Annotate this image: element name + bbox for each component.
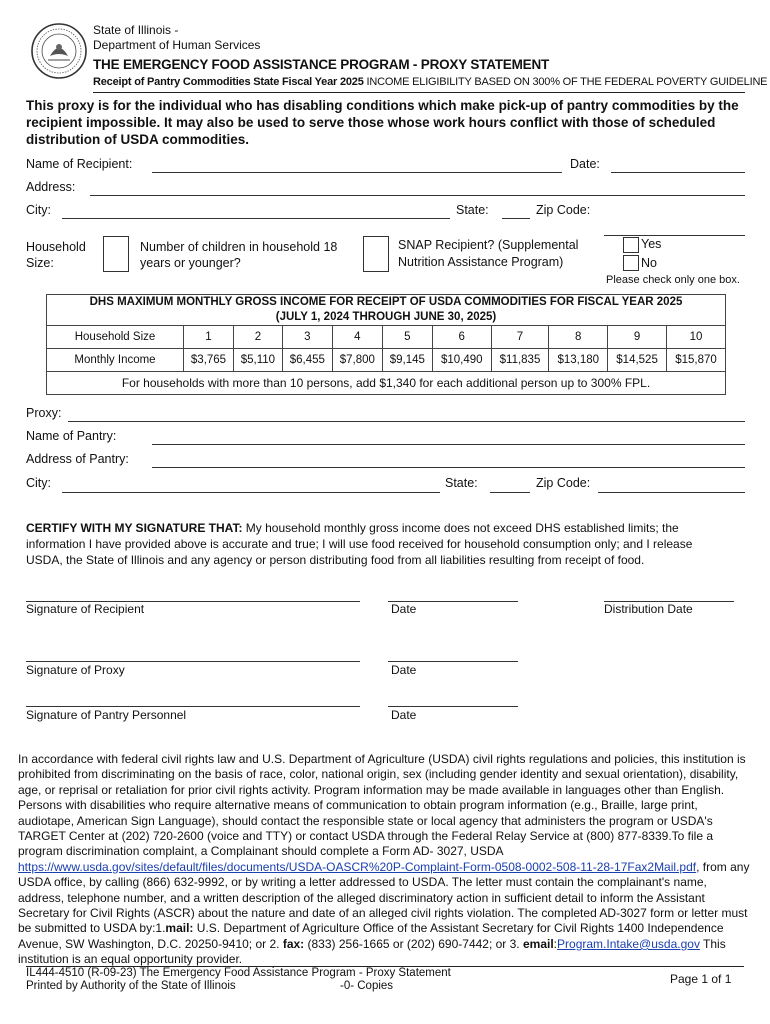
state-field[interactable] [502, 218, 530, 219]
snap-no-checkbox[interactable] [623, 255, 639, 271]
pantry-zip-label: Zip Code: [536, 476, 591, 490]
civil-part-5: This institution is an equal opportunity provider. [18, 936, 726, 967]
proxy-date-field[interactable] [388, 661, 518, 662]
distribution-date-label: Distribution Date [604, 602, 693, 616]
proxy-signature-field[interactable] [26, 661, 360, 662]
pantry-address-label: Address of Pantry: [26, 452, 129, 466]
size-cell: 8 [549, 326, 608, 349]
subtitle-rest: INCOME ELIGIBILITY BASED ON 300% OF THE FEDERAL POVERTY GUIDELINE [363, 76, 768, 88]
address-label: Address: [26, 180, 76, 194]
income-eligibility-table [46, 294, 726, 395]
certification-lead: CERTIFY WITH MY SIGNATURE THAT: [26, 521, 243, 535]
recipient-name-label: Name of Recipient: [26, 157, 133, 171]
mail-label: mail: [165, 921, 194, 936]
income-cell: $10,490 [432, 349, 491, 372]
snap-label-2: Nutrition Assistance Program) [398, 255, 564, 269]
page-number: Page 1 of 1 [670, 972, 732, 986]
department-name: Department of Human Services [93, 38, 261, 52]
pantry-date-label: Date [391, 708, 417, 722]
fax-label: fax: [282, 936, 305, 951]
civil-part-2: , from any USDA office, by calling (866) 632-9992, or by writing a letter addressed to USDA. The letter must contain the complainant's name, address, telephone number, and a written description of the alleged discriminatory action in sufficient detail to inform the Assistant Secretary for Civil Rights (ASCR) about the nature and date of an alleged civil rights violation. The completed AD-3027 form or letter must be submitted to USDA by:1. [18, 859, 750, 936]
snap-yes-checkbox[interactable] [623, 237, 639, 253]
civil-part-3: U.S. Department of Agriculture Office of the Assistant Secretary for Civil Rights 1400 Independence Avenue, SW Washington, D.C. 20250-9410; or 2. [18, 921, 724, 951]
snap-no-label: No [641, 256, 657, 270]
intro-text: This proxy is for the individual who has disabling conditions which make pick-up of pantry commodities by the recipient impossible. It may also be used to serve those whose work hours conflict with those of scheduled distribution of USDA commodities. [26, 98, 739, 147]
pantry-name-field[interactable] [152, 444, 745, 445]
zip-field[interactable] [604, 235, 745, 236]
size-cell: 6 [432, 326, 491, 349]
civil-part-1: In accordance with federal civil rights law and U.S. Department of Agriculture (USDA) civil rights regulations and policies, this institution is prohibited from discriminating on the basis of race, color, national origin, sex (including gender identity and sexual orientation), disability, age, or reprisal or retaliation for prior civil rights activity. Program information may be made available in languages other than English. Persons with disabilities who require alternative means of communication to obtain program information (e.g., Braille, large print, audiotape, American Sign Language), should contact the responsible state or local agency that administers the program or USDA's TARGET Center at (202) 720-2600 (voice and TTY) or contact USDA through the Federal Relay Service at (800) 877-8339.To file a program discrimination complaint, a Complainant should complete a Form AD- 3027, USDA [18, 752, 746, 859]
form-identifier: IL444-4510 (R-09-23) The Emergency Food Assistance Program - Proxy Statement [26, 967, 451, 979]
pantry-signature-field[interactable] [26, 706, 360, 707]
children-count-box[interactable] [363, 236, 389, 272]
income-table-footnote: For households with more than 10 persons, add $1,340 for each additional person up to 300% FPL. [47, 372, 726, 395]
city-field[interactable] [62, 218, 450, 219]
complaint-form-link[interactable]: https://www.usda.gov/sites/default/files/documents/USDA-OASCR%20P-Complaint-Form-0508-0002-508-11-28-17Fax2Mail.pdf [18, 859, 697, 874]
size-cell: 3 [282, 326, 332, 349]
certification-body: My household monthly gross income does not exceed DHS established limits; the information I have provided above is accurate and true; I will use food received for household consumption only; and I release USDA, the State of Illinois and any agency or person distributing food from all liabilities resulting from receipt of food. [26, 521, 693, 567]
children-label-2: years or younger? [140, 256, 241, 270]
email-separator: : [553, 936, 558, 951]
size-cell: 10 [667, 326, 726, 349]
recipient-date-label: Date [391, 602, 417, 616]
civil-part-4: (833) 256-1665 or (202) 690-7442; or 3. [304, 936, 523, 951]
monthly-income-header: Monthly Income [47, 349, 184, 372]
copies: -0- Copies [340, 980, 394, 992]
printed-by: Printed by Authority of the State of Illinois [26, 980, 236, 992]
pantry-name-label: Name of Pantry: [26, 429, 117, 443]
income-cell: $9,145 [382, 349, 432, 372]
household-size-label-2: Size: [26, 256, 54, 270]
city-label: City: [26, 203, 51, 217]
income-cell: $13,180 [549, 349, 608, 372]
certification-text [26, 520, 731, 568]
date-label: Date: [570, 157, 600, 171]
zip-label: Zip Code: [536, 203, 591, 217]
snap-yes-label: Yes [641, 237, 662, 251]
size-cell: 9 [608, 326, 667, 349]
income-table-title-2: (JULY 1, 2024 THROUGH JUNE 30, 2025) [275, 311, 497, 323]
pantry-address-field[interactable] [152, 467, 745, 468]
proxy-field[interactable] [68, 421, 745, 422]
address-field[interactable] [90, 195, 745, 196]
recipient-signature-label: Signature of Recipient [26, 602, 145, 616]
size-cell: 5 [382, 326, 432, 349]
proxy-date-label: Date [391, 663, 417, 677]
income-cell: $15,870 [667, 349, 726, 372]
header-rule [93, 92, 745, 93]
pantry-city-field[interactable] [62, 492, 440, 493]
income-cell: $11,835 [491, 349, 549, 372]
household-size-box[interactable] [103, 236, 129, 272]
income-cell: $3,765 [184, 349, 234, 372]
size-cell: 1 [184, 326, 234, 349]
email-link[interactable]: Program.Intake@usda.gov [557, 936, 700, 951]
income-table-title [47, 295, 726, 326]
subtitle-bold: Receipt of Pantry Commodities State Fiscal Year 2025 [93, 76, 364, 88]
form-title: THE EMERGENCY FOOD ASSISTANCE PROGRAM - PROXY STATEMENT [93, 57, 550, 72]
email-label: email [522, 936, 554, 951]
income-table-title-1: DHS MAXIMUM MONTHLY GROSS INCOME FOR RECEIPT OF USDA COMMODITIES FOR FISCAL YEAR 2025 [89, 296, 683, 308]
children-label-1: Number of children in household 18 [140, 240, 338, 254]
income-cell: $6,455 [282, 349, 332, 372]
size-cell: 7 [491, 326, 549, 349]
snap-label-1: SNAP Recipient? (Supplemental [398, 238, 579, 252]
form-subtitle [93, 76, 767, 88]
income-cell: $5,110 [234, 349, 283, 372]
income-cell: $7,800 [332, 349, 382, 372]
pantry-zip-field[interactable] [598, 492, 745, 493]
monthly-income-row [47, 349, 726, 372]
pantry-state-label: State: [445, 476, 478, 490]
proxy-label: Proxy: [26, 406, 62, 420]
state-seal-icon [30, 22, 88, 80]
household-size-label-1: Household [26, 240, 86, 254]
pantry-date-field[interactable] [388, 706, 518, 707]
civil-rights-statement [18, 752, 752, 968]
proxy-signature-label: Signature of Proxy [26, 663, 125, 677]
pantry-state-field[interactable] [490, 492, 530, 493]
state-label: State: [456, 203, 489, 217]
size-cell: 2 [234, 326, 283, 349]
pantry-city-label: City: [26, 476, 51, 490]
recipient-name-field[interactable] [152, 172, 562, 173]
household-size-row [47, 326, 726, 349]
pantry-signature-label: Signature of Pantry Personnel [26, 708, 187, 722]
date-field[interactable] [611, 172, 745, 173]
income-cell: $14,525 [608, 349, 667, 372]
check-one-note: Please check only one box. [606, 274, 740, 286]
state-name: State of Illinois - [93, 23, 179, 37]
household-size-header: Household Size [47, 326, 184, 349]
size-cell: 4 [332, 326, 382, 349]
